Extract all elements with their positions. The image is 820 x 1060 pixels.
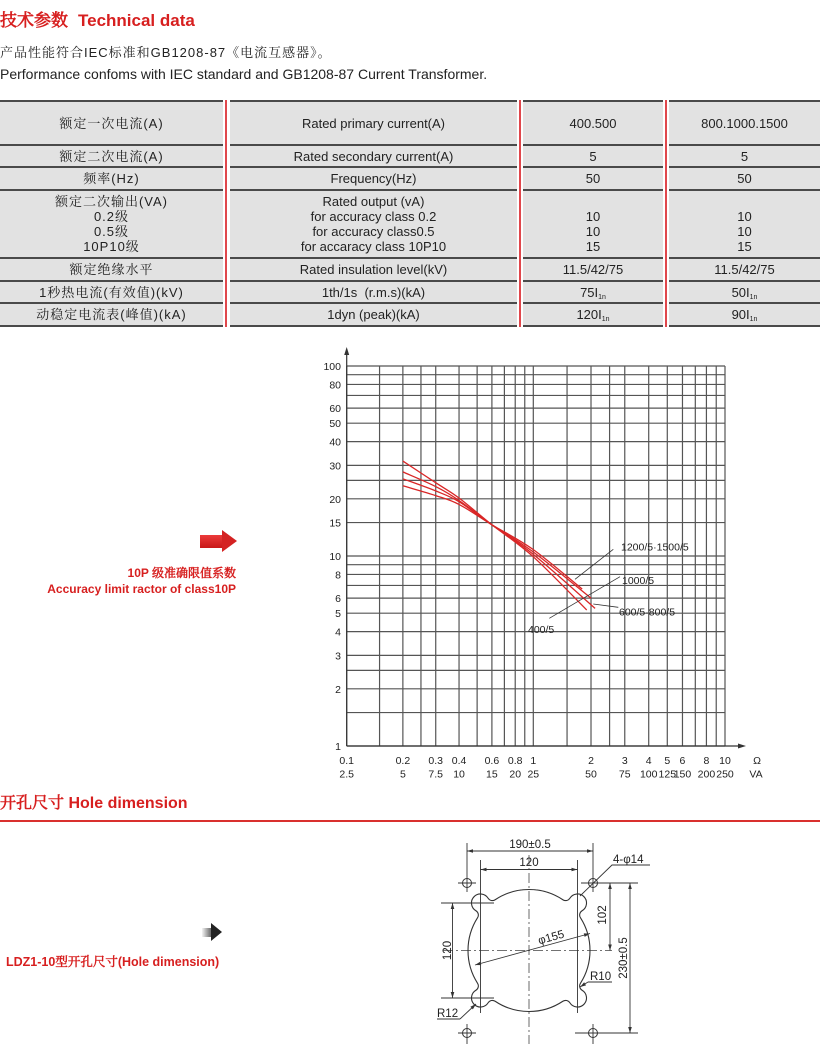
- arrowhead-icon: [451, 903, 455, 909]
- value: 50: [585, 171, 601, 186]
- x-tick-label-ohm: 0.6: [484, 755, 500, 767]
- value: 10: [737, 224, 752, 239]
- leader-line-hole-spec: [580, 865, 650, 896]
- y-tick-label: 4: [335, 626, 341, 639]
- param-cn-sublabel: 0.5级: [93, 224, 130, 239]
- y-tick-label: 5: [335, 608, 341, 621]
- y-tick-label: 100: [323, 361, 341, 373]
- param-en-sublabel: for accuracy class 0.2: [310, 209, 437, 224]
- param-cn-label: 1秒热电流(有效值)(kV): [39, 284, 184, 300]
- param-cn-label: 额定一次电流(A): [59, 115, 164, 131]
- title-en: Technical data: [78, 11, 195, 30]
- hole-drawing-caption: LDZ1-10型开孔尺寸(Hole dimension): [6, 955, 220, 969]
- dimension-text-diameter: φ155: [536, 928, 566, 948]
- value-subscript: 1n: [601, 316, 610, 323]
- arrowhead-icon: [481, 868, 487, 872]
- x-tick-label-va: 15: [486, 768, 498, 781]
- dimension-text-120-vertical: 120: [442, 940, 455, 961]
- x-tick-label-ohm: 0.2: [395, 755, 411, 767]
- value: 11.5/42/75: [714, 262, 775, 277]
- param-en-label: Rated secondary current(A): [293, 148, 454, 164]
- value: 11.5/42/75: [562, 262, 624, 277]
- y-tick-label: 30: [329, 460, 341, 473]
- chart-caption-en: Accuracy limit ractor of class10P: [47, 582, 236, 596]
- x-tick-label-ohm: 10: [719, 755, 731, 767]
- value: 50: [737, 171, 752, 186]
- dimension-text-120-horizontal: 120: [519, 857, 539, 869]
- series-label: 1000/5: [622, 575, 655, 587]
- series-label: 1200/5·1500/5: [621, 541, 689, 554]
- param-cn-label: 动稳定电流表(峰值)(kA): [36, 307, 187, 322]
- param-en-label: 1dyn (peak)(kA): [327, 307, 420, 322]
- x-unit-ohm: Ω: [753, 755, 761, 767]
- value: 15: [585, 239, 601, 254]
- x-tick-label-ohm: 1: [530, 755, 537, 767]
- x-tick-label-va: 50: [585, 768, 597, 781]
- x-axis-arrow-icon: [738, 744, 746, 749]
- section-title-hole-dimension: 开孔尺寸 Hole dimension: [0, 795, 188, 812]
- dimension-text-190: 190±0.5: [509, 839, 551, 851]
- x-tick-label-va: 25: [527, 768, 540, 781]
- series-label: 400/5: [528, 624, 555, 636]
- y-axis-arrow-icon: [344, 347, 349, 355]
- x-tick-label-ohm: 5: [664, 755, 671, 767]
- arrowhead-icon: [584, 933, 590, 936]
- x-tick-label-ohm: 2: [588, 755, 594, 767]
- value: 400.500: [569, 115, 617, 131]
- param-cn-label: 频率(Hz): [83, 171, 140, 186]
- dimension-text-r10: R10: [590, 971, 612, 983]
- x-tick-label-va: 150: [673, 768, 692, 781]
- value: 5: [589, 148, 597, 164]
- x-tick-label-ohm: 0.1: [339, 755, 355, 767]
- y-tick-label: 15: [329, 517, 341, 530]
- value-base: 120I: [576, 307, 602, 322]
- param-cn-sublabel: 0.2级: [93, 209, 130, 224]
- chart-ticks: [323, 361, 733, 781]
- x-tick-label-va: 250: [716, 768, 734, 781]
- dimension-text-hole-spec: 4-φ14: [613, 854, 644, 866]
- value-base: 90I: [731, 307, 750, 322]
- arrowhead-icon: [628, 1027, 632, 1033]
- param-cn-label: 额定二次电流(A): [59, 148, 164, 164]
- param-en-label: Rated insulation level(kV): [299, 262, 448, 277]
- arrowhead-icon: [608, 945, 612, 951]
- x-tick-label-va: 125: [658, 768, 677, 781]
- x-tick-label-ohm: 0.8: [507, 755, 523, 767]
- arrowhead-icon: [467, 849, 473, 853]
- hole-dimension-drawing: [437, 839, 650, 1044]
- x-tick-label-va: 10: [453, 768, 465, 781]
- intro-text-en: Performance confoms with IEC standard and GB1208-87 Current Transformer.: [0, 66, 488, 82]
- arrowhead-icon: [451, 992, 455, 998]
- param-en-label: Frequency(Hz): [330, 171, 417, 186]
- arrowhead-icon: [628, 883, 632, 889]
- chart-series: [403, 461, 595, 610]
- param-en-sublabel: for accaracy class 10P10: [300, 239, 447, 254]
- y-tick-label: 1: [335, 741, 341, 753]
- y-tick-label: 80: [329, 379, 341, 392]
- x-tick-label-ohm: 0.3: [428, 755, 444, 767]
- value: 10: [585, 209, 601, 224]
- value: 800.1000.1500: [701, 115, 788, 131]
- y-tick-label: 20: [329, 493, 341, 506]
- param-en-label: Rated output (vA): [322, 194, 425, 209]
- x-unit-va: VA: [749, 768, 763, 781]
- x-tick-label-va: 75: [618, 768, 631, 781]
- x-tick-label-va: 2.5: [339, 768, 355, 781]
- x-tick-label-va: 5: [399, 768, 406, 781]
- chart-caption-cn: 10P 级准确限值系数: [127, 566, 236, 580]
- param-en-label: 1th/1s (r.m.s)(kA): [321, 284, 426, 300]
- x-tick-label-ohm: 6: [679, 755, 686, 767]
- arrowhead-icon: [475, 962, 481, 965]
- value: 5: [740, 148, 749, 164]
- value-subscript: 1n: [749, 316, 758, 323]
- arrowhead-icon: [572, 868, 578, 872]
- value-subscript: 1n: [749, 293, 758, 301]
- dimension-text-230: 230±0.5: [618, 937, 631, 979]
- y-tick-label: 3: [335, 650, 341, 663]
- param-cn-sublabel: 10P10级: [83, 239, 140, 254]
- param-cn-label: 额定绝缘水平: [69, 262, 154, 277]
- y-tick-label: 6: [335, 593, 341, 606]
- value-base: 75I: [580, 284, 599, 300]
- dimension-line-diameter: [475, 934, 590, 966]
- title-cn: 技术参数: [0, 11, 68, 30]
- accuracy-limit-chart: [323, 347, 762, 781]
- arrowhead-icon: [587, 849, 593, 853]
- param-en-label: Rated primary current(A): [301, 115, 446, 131]
- dimension-text-r12: R12: [437, 1008, 459, 1020]
- value-base: 50I: [731, 284, 750, 300]
- param-cn-label: 额定二次输出(VA): [54, 194, 169, 209]
- x-tick-label-ohm: 0.4: [451, 755, 467, 767]
- x-tick-label-ohm: 8: [703, 755, 710, 767]
- y-tick-label: 10: [329, 551, 341, 563]
- series-label: 600/5·800/5: [619, 606, 676, 619]
- x-tick-label-va: 200: [697, 768, 716, 781]
- y-tick-label: 2: [335, 683, 341, 696]
- series-line-2: [403, 472, 595, 609]
- y-tick-label: 40: [329, 436, 341, 449]
- y-tick-label: 50: [329, 418, 341, 431]
- intro-text-cn: 产品性能符合IEC标准和GB1208-87《电流互感器》。: [0, 45, 332, 60]
- dimension-text-102: 102: [597, 905, 610, 925]
- x-tick-label-ohm: 4: [645, 755, 652, 767]
- y-tick-label: 8: [335, 569, 341, 582]
- arrowhead-icon: [608, 883, 612, 889]
- value: 10: [737, 209, 752, 224]
- x-tick-label-va: 100: [639, 768, 658, 781]
- y-tick-label: 60: [329, 403, 341, 416]
- x-tick-label-va: 7.5: [428, 768, 444, 781]
- value: 10: [585, 224, 601, 239]
- value-subscript: 1n: [598, 293, 606, 301]
- value: 15: [737, 239, 752, 254]
- x-tick-label-va: 20: [509, 768, 522, 781]
- param-en-sublabel: for accuracy class0.5: [312, 224, 435, 239]
- leader-line: [593, 604, 618, 607]
- x-tick-label-ohm: 3: [621, 755, 628, 767]
